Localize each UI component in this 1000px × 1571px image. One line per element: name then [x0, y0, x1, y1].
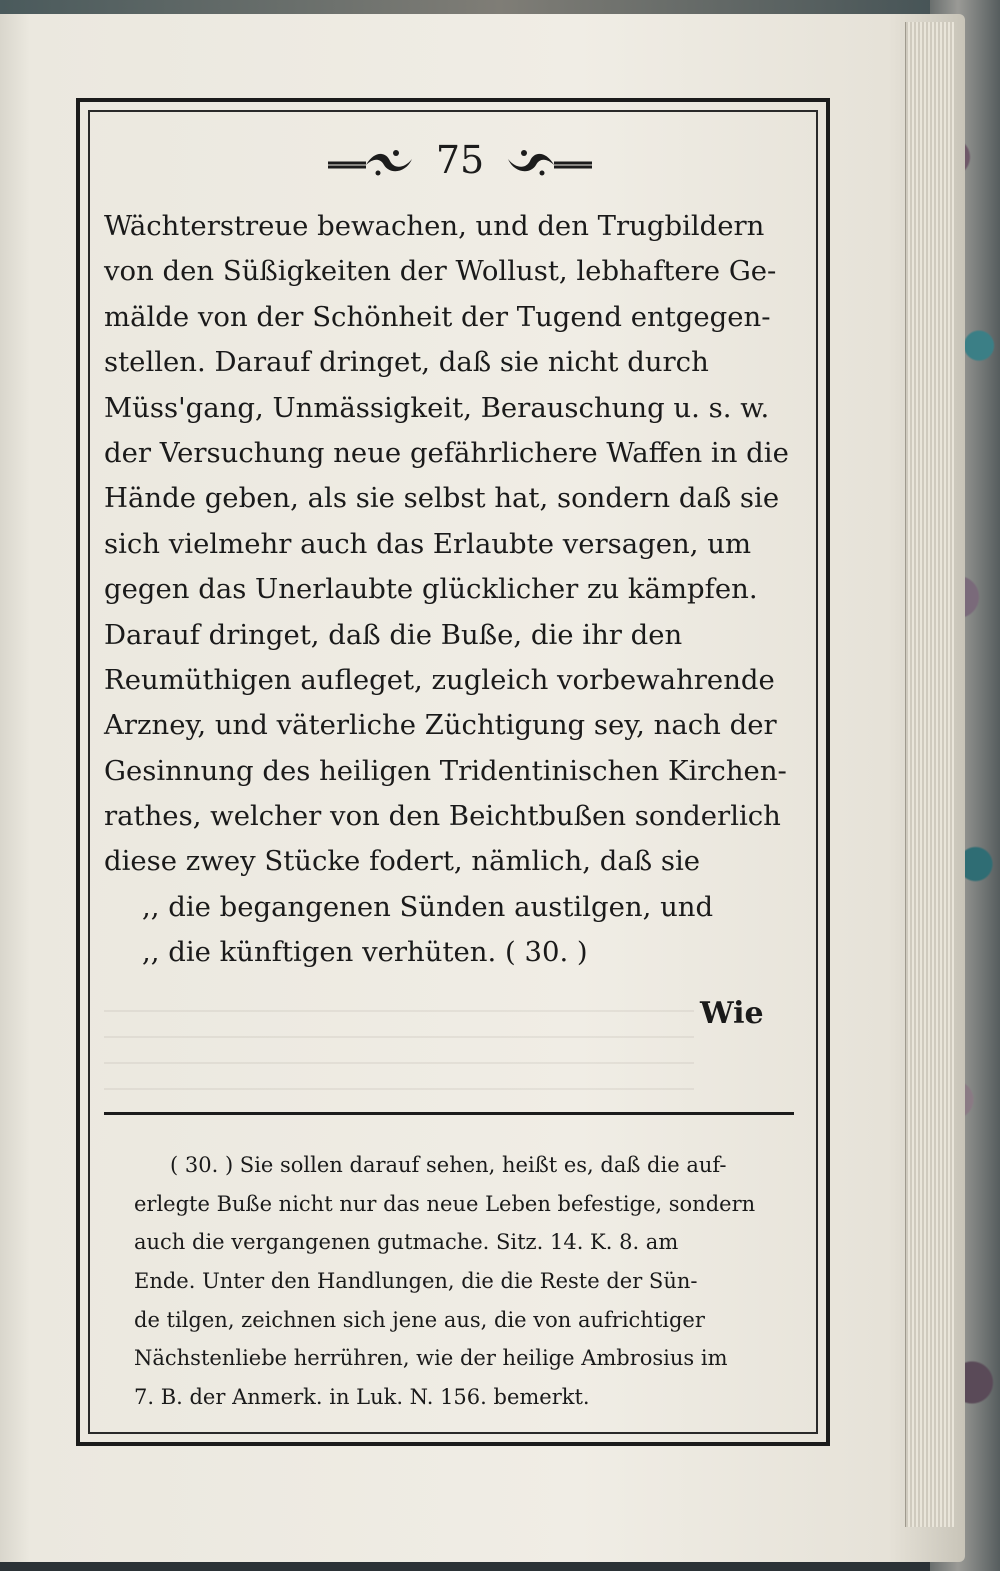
catchword: Wie — [700, 996, 764, 1031]
footnote — [134, 1146, 802, 1417]
text-line: Gesinnung des heiligen Tridentinischen Kirchen- — [104, 754, 787, 787]
footnote-line: auch die vergangenen gutmache. Sitz. 14. K. 8. am — [134, 1230, 679, 1255]
footnote-line: 7. B. der Anmerk. in Luk. N. 156. bemerkt. — [134, 1385, 590, 1410]
footnote-line: ( 30. ) Sie sollen darauf sehen, heißt es, daß die auf- — [170, 1153, 727, 1177]
text-line: von den Süßigkeiten der Wollust, lebhaftere Ge- — [104, 255, 777, 288]
text-line: sich vielmehr auch das Erlaubte versagen, um — [104, 527, 752, 560]
footnote-line: Nächstenliebe herrühren, wie der heilige Ambrosius im — [134, 1346, 728, 1371]
text-line: Reumüthigen aufleget, zugleich vorbewahrende — [104, 663, 775, 696]
footnote-line: Ende. Unter den Handlungen, die die Reste der Sün- — [134, 1269, 698, 1294]
text-line: gegen das Unerlaubte glücklicher zu kämpfen. — [104, 573, 758, 606]
main-text — [104, 204, 804, 976]
text-line: Hände geben, als sie selbst hat, sondern daß sie — [104, 482, 780, 515]
text-line: diese zwey Stücke fodert, nämlich, daß sie — [104, 845, 701, 878]
text-line: Arzney, und väterliche Züchtigung sey, nach der — [104, 709, 777, 742]
footnote-divider — [104, 1112, 794, 1115]
show-through-text — [104, 995, 694, 1090]
quote-line: ,, die künftigen verhüten. ( 30. ) — [142, 936, 588, 969]
page-header — [300, 135, 620, 185]
footnote-line: erlegte Buße nicht nur das neue Leben befestige, sondern — [134, 1191, 756, 1216]
page-edges — [905, 22, 954, 1527]
text-line: Darauf dringet, daß die Buße, die ihr den — [104, 618, 683, 651]
text-line: der Versuchung neue gefährlichere Waffen in die — [104, 436, 789, 469]
text-line: rathes, welcher von den Beichtbußen sonderlich — [104, 800, 781, 833]
text-line: Wächterstreue bewachen, und den Trugbildern — [104, 210, 765, 242]
quote-line: ,, die begangenen Sünden austilgen, und — [142, 890, 714, 923]
left-ornament-icon — [326, 143, 414, 177]
right-ornament-icon — [506, 143, 594, 177]
text-line: mälde von der Schönheit der Tugend entgegen- — [104, 300, 771, 333]
footnote-line: de tilgen, zeichnen sich jene aus, die von aufrichtiger — [134, 1307, 705, 1332]
page-number: 75 — [435, 138, 485, 182]
text-line: stellen. Darauf dringet, daß sie nicht durch — [104, 346, 709, 379]
text-line: Müss'gang, Unmässigkeit, Berauschung u. s. w. — [104, 391, 770, 424]
